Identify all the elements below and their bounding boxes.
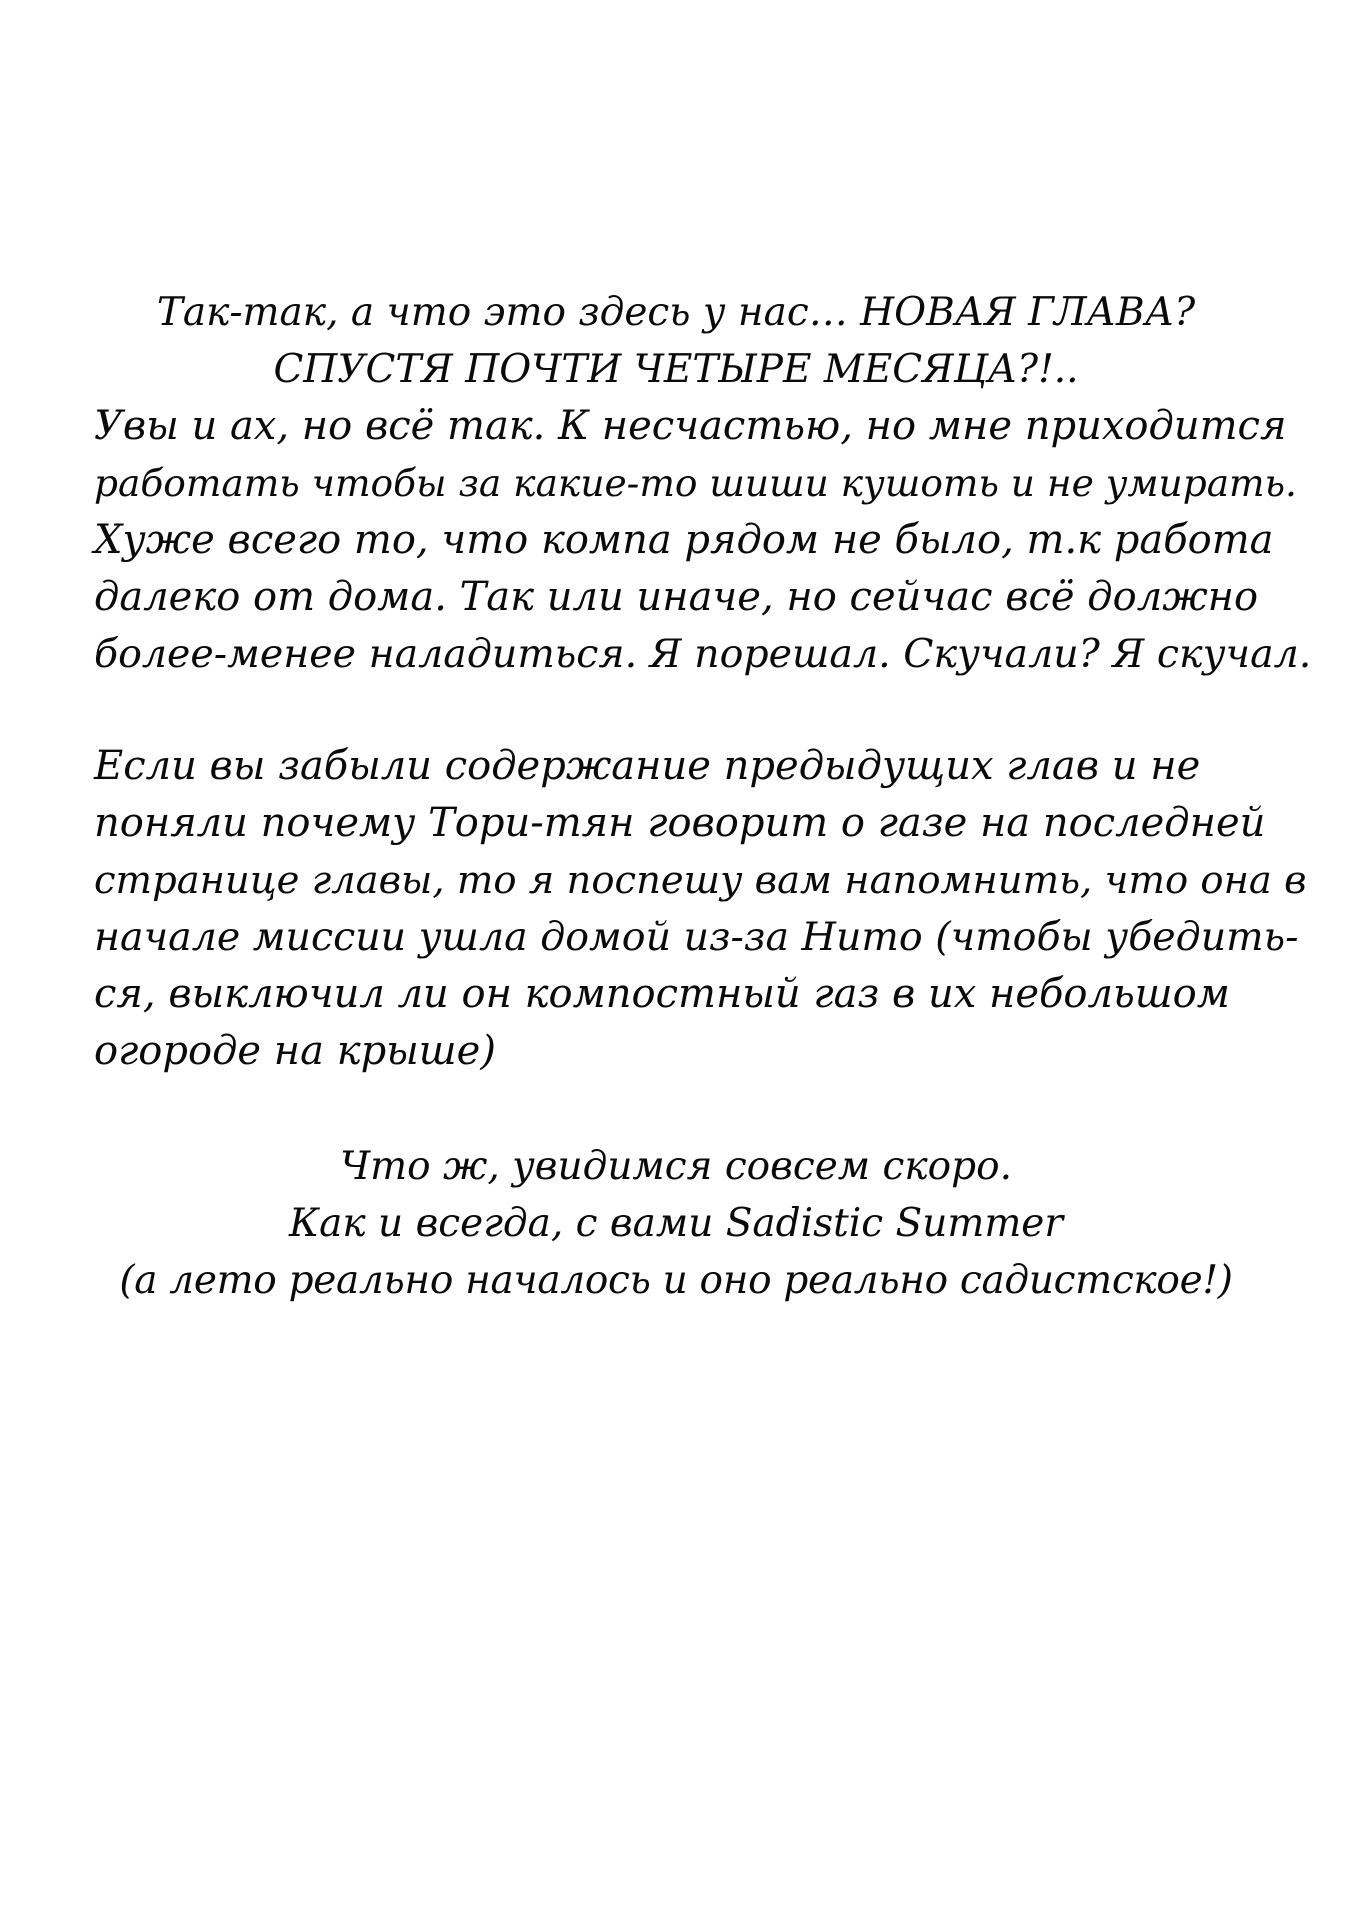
outro-signature: [0, 1138, 1352, 1309]
outro-line-1: Что ж, увидимся совсем скоро.: [340, 1144, 1012, 1189]
paragraph-1: [0, 398, 1352, 683]
intro-heading: [0, 284, 1352, 398]
outro-line-2: Как и всегда, с вами Sadistic Summer: [288, 1201, 1064, 1246]
intro-line-2: СПУСТЯ ПОЧТИ ЧЕТЫРЕ МЕСЯЦА?!..: [273, 347, 1079, 392]
paragraph-2: [0, 738, 1352, 1080]
paragraph-2-line-1: Если вы забыли содержание предыдущих глав и не: [94, 743, 1201, 789]
paragraph-2-line-2: поняли почему Тори-тян говорит о газе на последней: [94, 800, 1266, 846]
paragraph-1-line-5: более-менее наладиться. Я порешал. Скучали? Я скучал.: [94, 631, 1312, 677]
paragraph-2-line-4: начале миссии ушла домой из-за Нито (чтобы убедить-: [94, 914, 1299, 960]
paragraph-1-line-4: далеко от дома. Так или иначе, но сейчас всё должно: [94, 574, 1259, 620]
intro-line-1: Так-так, а что это здесь у нас… НОВАЯ ГЛАВА?: [156, 290, 1196, 335]
paragraph-2-line-6: огороде на крыше): [94, 1028, 496, 1074]
paragraph-1-line-2: работать чтобы за какие-то шиши кушоть и не умирать.: [94, 461, 1297, 505]
paragraph-1-line-3: Хуже всего то, что компа рядом не было, т.к работа: [94, 517, 1274, 563]
paragraph-2-line-5: ся, выключил ли он компостный газ в их небольшом: [94, 971, 1230, 1017]
paragraph-1-line-1: Увы и ах, но всё так. К несчастью, но мне приходится: [94, 403, 1287, 449]
paragraph-2-line-3: странице главы, то я поспешу вам напомнить, что она в: [94, 858, 1307, 903]
outro-line-3: (а лето реально началось и оно реально садистское!): [119, 1258, 1233, 1303]
